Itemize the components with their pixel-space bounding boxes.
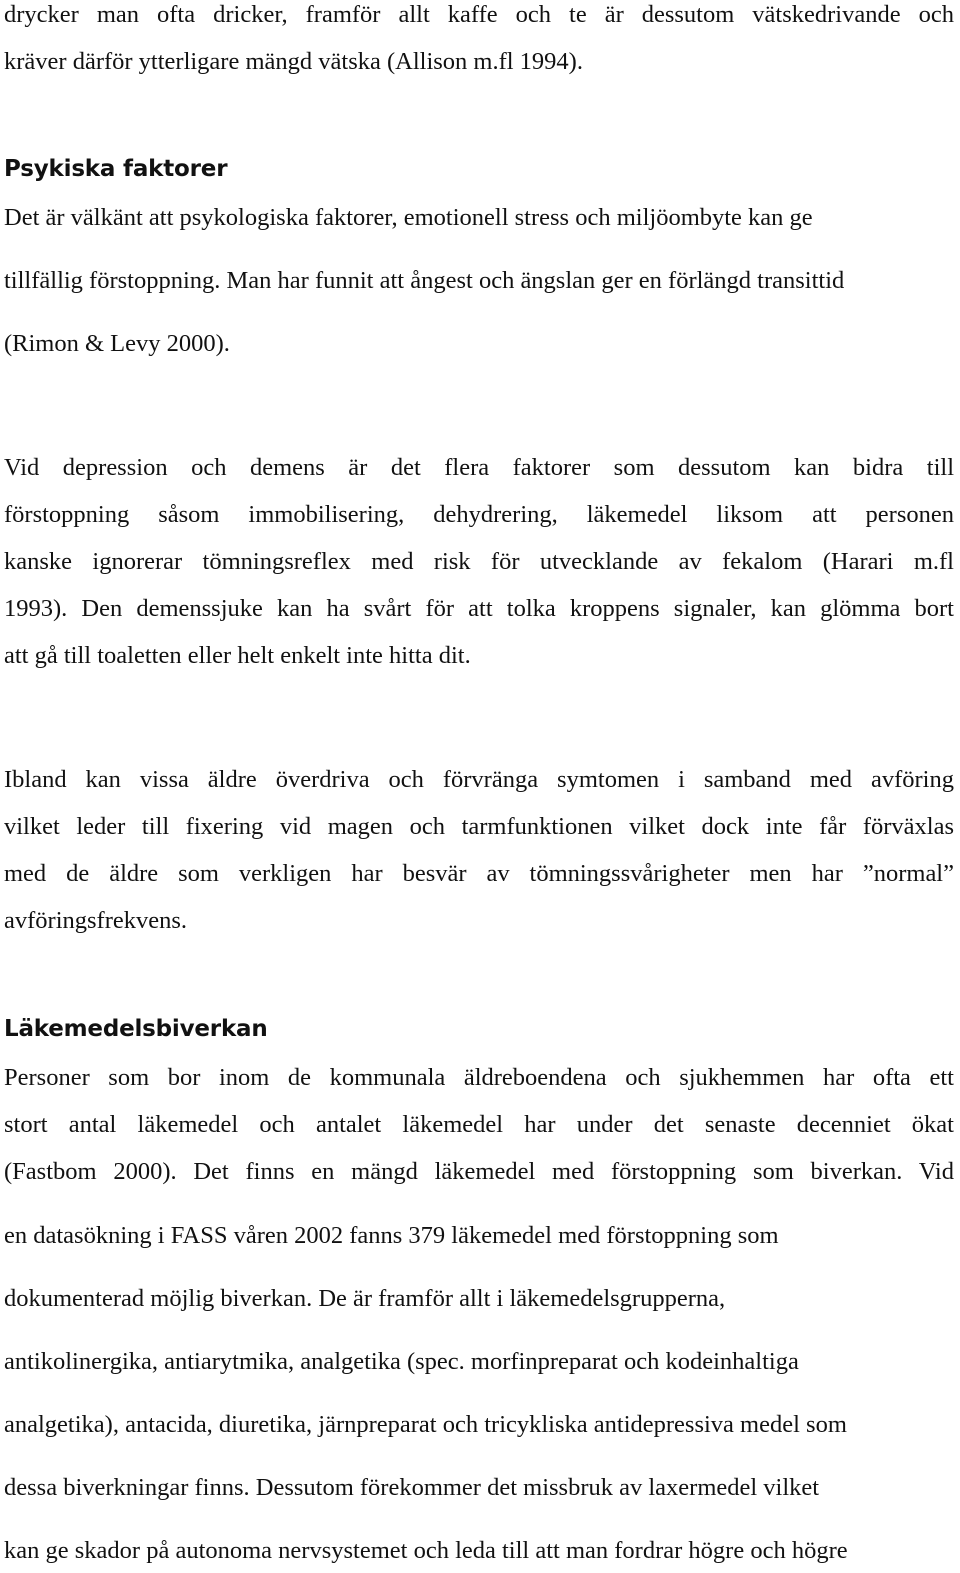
text-line: tillfällig förstoppning. Man har funnit att ångest och ängslan ger en förlängd transittid bbox=[4, 267, 845, 294]
text-line: Ibland kan vissa äldre överdriva och förvränga symtomen i samband med avföring bbox=[4, 766, 954, 793]
text-line: att gå till toaletten eller helt enkelt inte hitta dit. bbox=[4, 642, 471, 669]
text-line: 1993). Den demenssjuke kan ha svårt för att tolka kroppens signaler, kan glömma bort bbox=[4, 595, 954, 622]
section-heading-psykiska-faktorer: Psykiska faktorer bbox=[4, 156, 228, 182]
text-line: vilket leder till fixering vid magen och tarmfunktionen vilket dock inte får förväxlas bbox=[4, 813, 954, 840]
text-line: analgetika), antacida, diuretika, järnpreparat och tricykliska antidepressiva medel som bbox=[4, 1411, 847, 1438]
section-heading-lakemedelsbiverkan: Läkemedelsbiverkan bbox=[4, 1016, 268, 1042]
text-line: dessa biverkningar finns. Dessutom förekommer det missbruk av laxermedel vilket bbox=[4, 1474, 820, 1501]
text-line: Det är välkänt att psykologiska faktorer, emotionell stress och miljöombyte kan ge bbox=[4, 204, 813, 231]
text-line: med de äldre som verkligen har besvär av tömningssvårigheter men har ”normal” bbox=[4, 860, 954, 887]
text-line: (Rimon & Levy 2000). bbox=[4, 330, 230, 357]
text-line: en datasökning i FASS våren 2002 fanns 379 läkemedel med förstoppning som bbox=[4, 1222, 779, 1249]
text-line: stort antal läkemedel och antalet läkemedel har under det senaste decenniet ökat bbox=[4, 1111, 954, 1138]
text-line: antikolinergika, antiarytmika, analgetika (spec. morfinpreparat och kodeinhaltiga bbox=[4, 1348, 799, 1375]
text-line: Personer som bor inom de kommunala äldreboendena och sjukhemmen har ofta ett bbox=[4, 1064, 954, 1091]
text-line: drycker man ofta dricker, framför allt kaffe och te är dessutom vätskedrivande och bbox=[4, 1, 954, 28]
text-line: avföringsfrekvens. bbox=[4, 907, 188, 934]
text-line: Vid depression och demens är det flera faktorer som dessutom kan bidra till bbox=[4, 454, 954, 481]
text-line: kanske ignorerar tömningsreflex med risk för utvecklande av fekalom (Harari m.fl bbox=[4, 548, 954, 575]
text-line: kräver därför ytterligare mängd vätska (Allison m.fl 1994). bbox=[4, 48, 583, 75]
text-line: kan ge skador på autonoma nervsystemet och leda till att man fordrar högre och högre bbox=[4, 1537, 848, 1564]
text-line: dokumenterad möjlig biverkan. De är framför allt i läkemedelsgrupperna, bbox=[4, 1285, 726, 1312]
text-line: förstoppning såsom immobilisering, dehydrering, läkemedel liksom att personen bbox=[4, 501, 954, 528]
text-line: (Fastbom 2000). Det finns en mängd läkemedel med förstoppning som biverkan. Vid bbox=[4, 1158, 954, 1185]
